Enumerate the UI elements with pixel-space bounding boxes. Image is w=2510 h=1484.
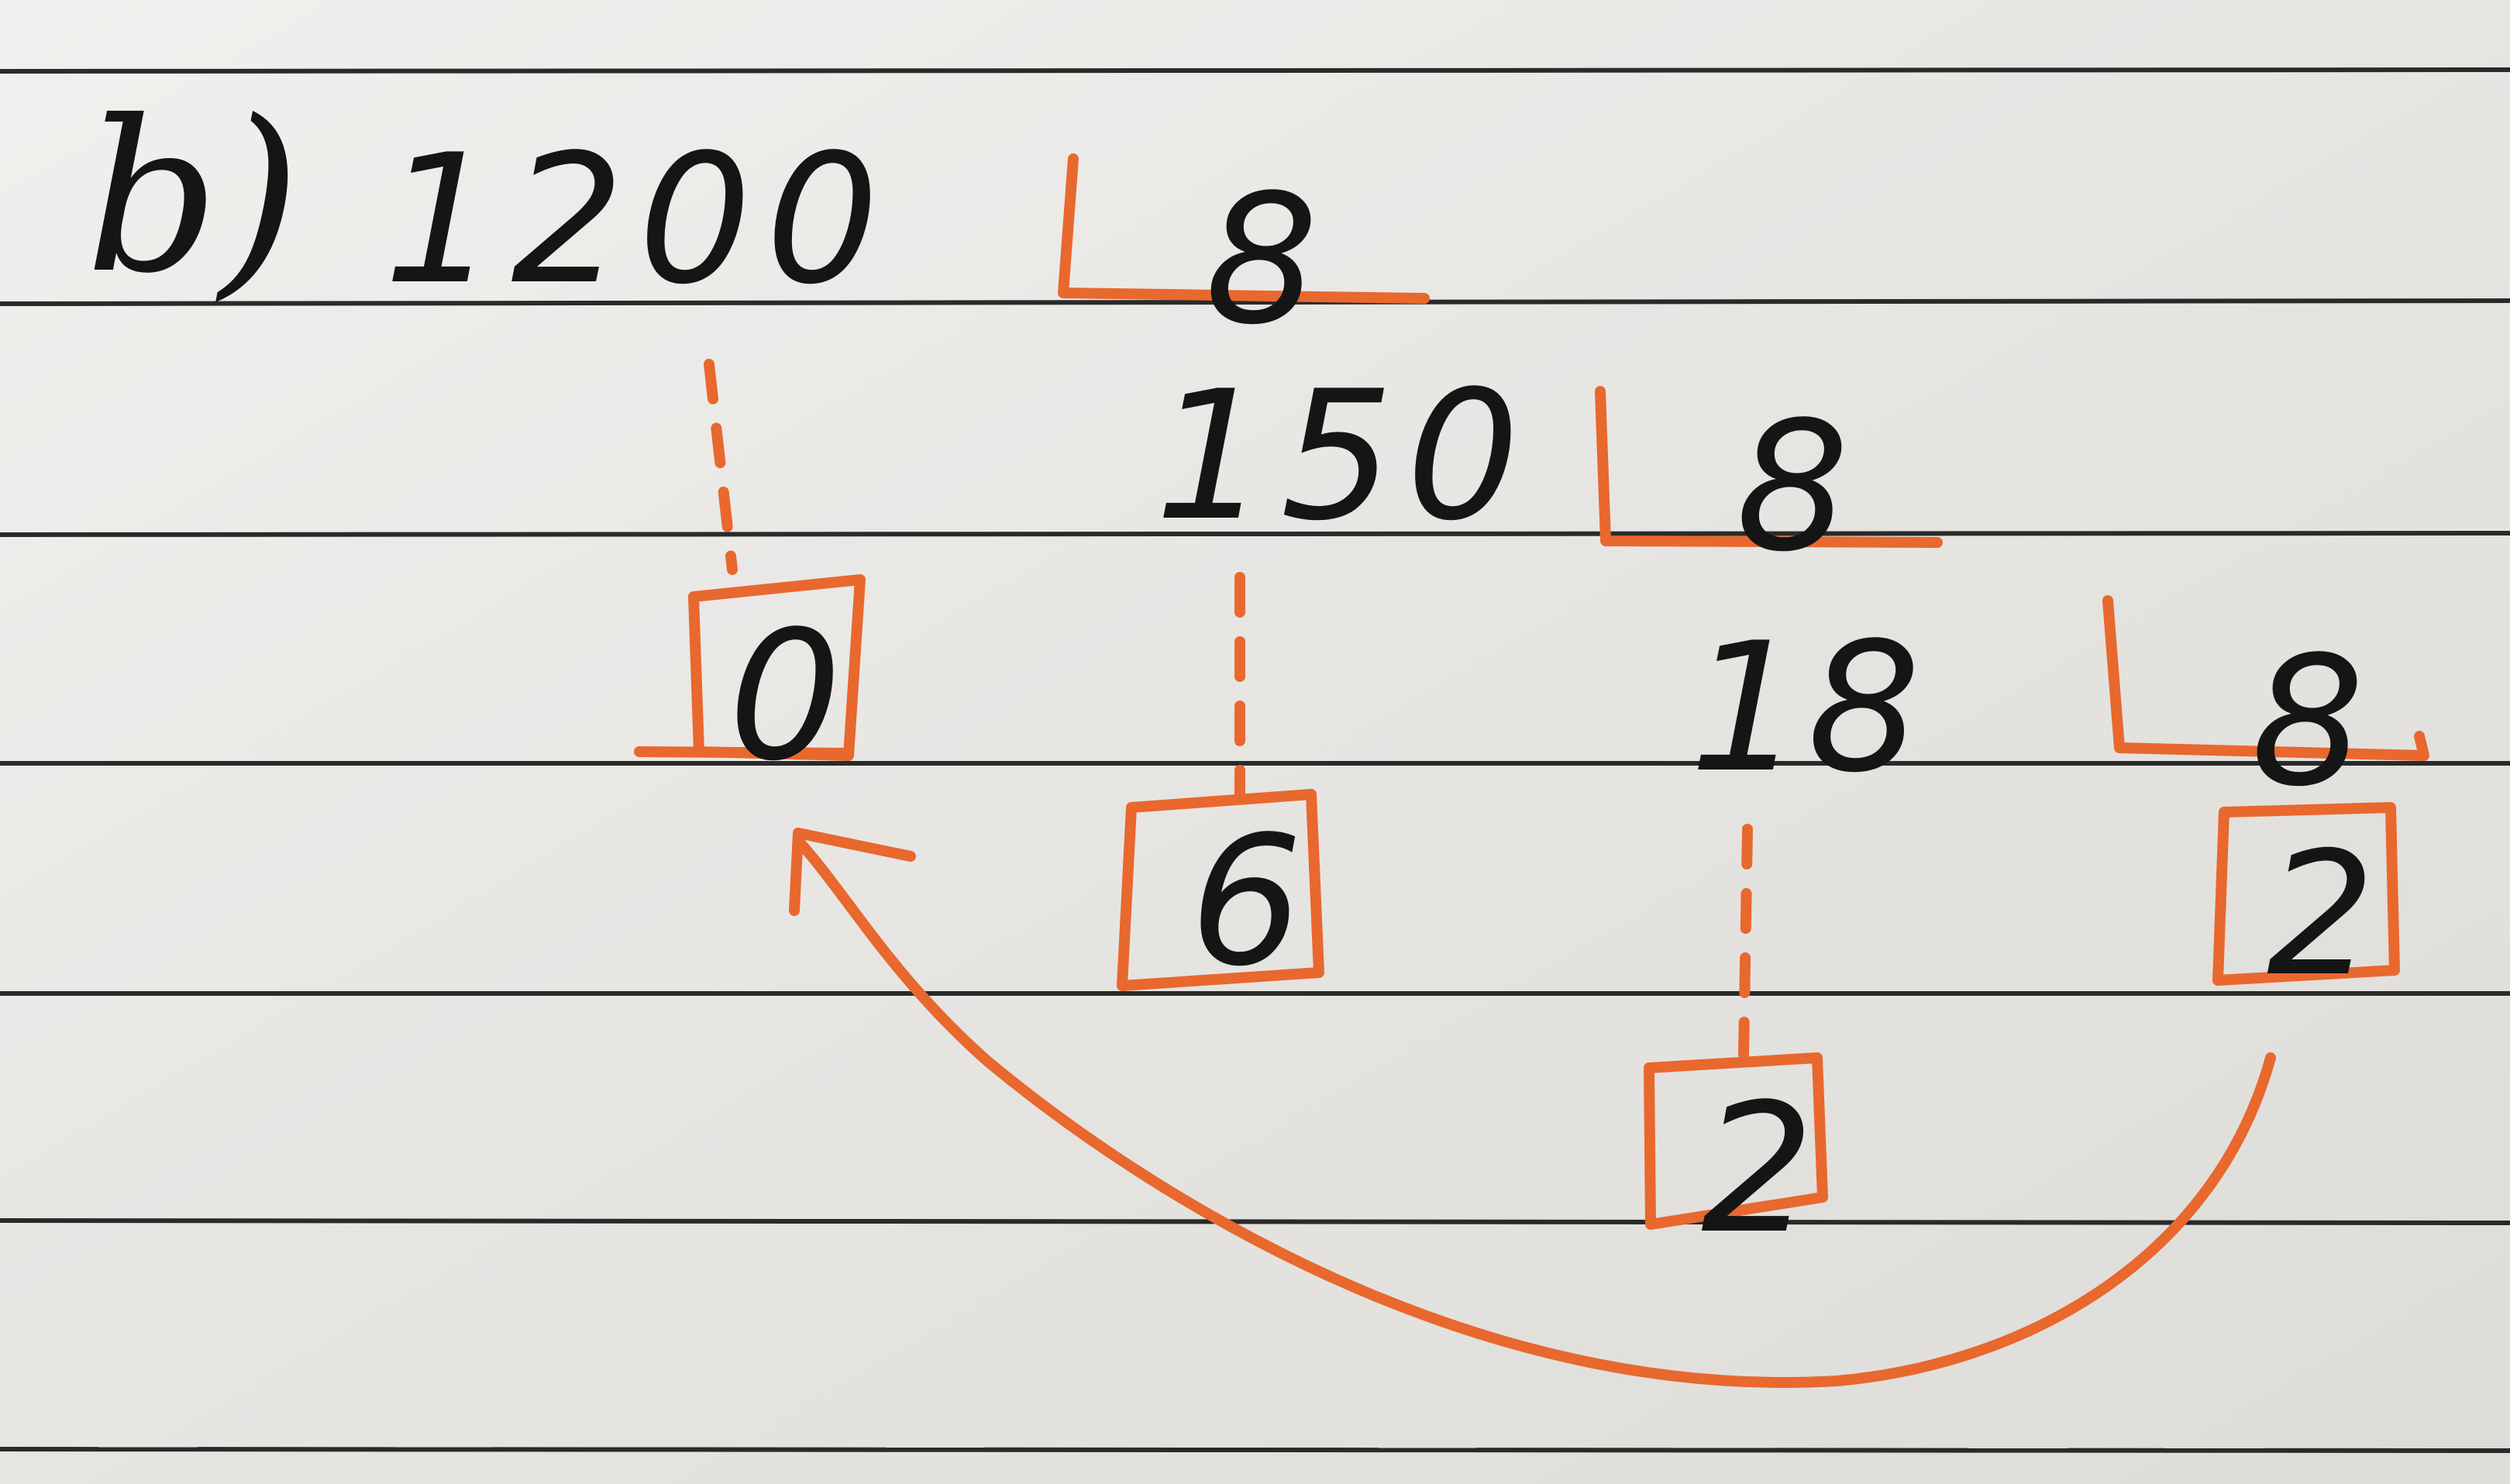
divisor-3: 8 [2251,619,2365,826]
dividend-18: 18 [1689,605,1926,812]
remainder-2: 2 [2267,815,2375,1014]
ruled-line [0,1448,2510,1451]
ruled-line [0,1220,2510,1223]
remainder-0: 0 [728,594,842,801]
remainder-6: 6 [1190,799,1303,1006]
dividend-1200: 1200 [384,117,893,324]
dividend-150: 150 [1155,353,1532,560]
ruled-line [0,762,2510,764]
final-quotient: 2 [1701,1066,1815,1273]
divisor-1: 8 [1205,157,1319,364]
part-label: b) [85,75,301,319]
divisor-2: 8 [1736,384,1850,591]
